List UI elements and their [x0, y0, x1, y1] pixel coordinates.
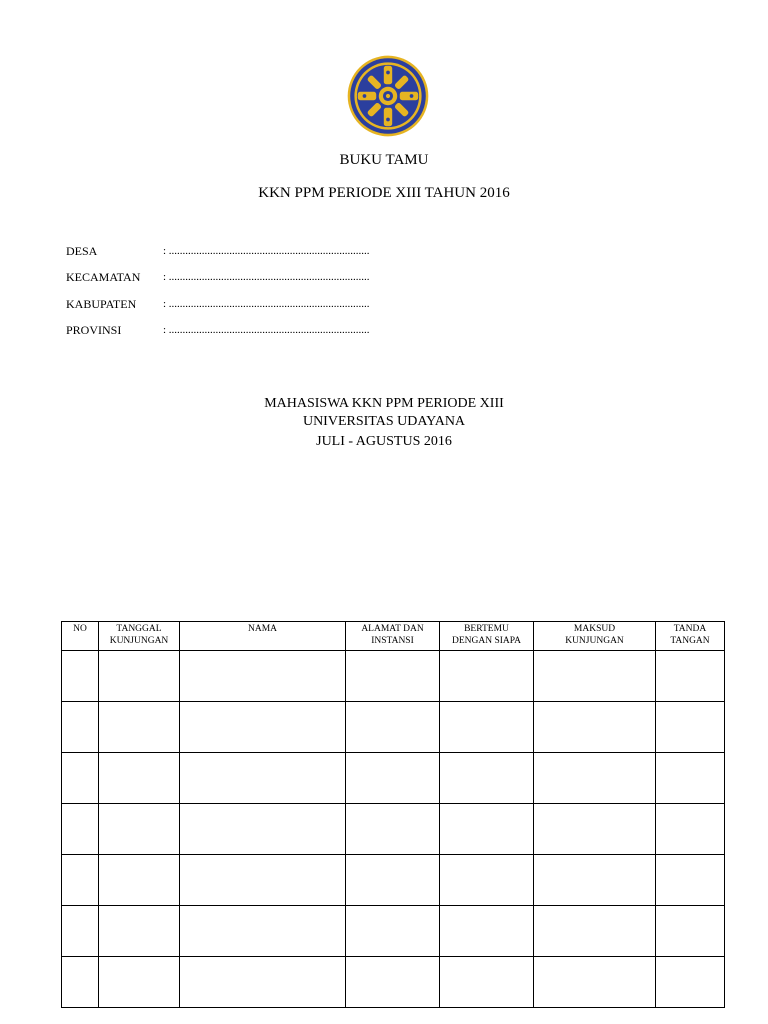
table-cell	[346, 957, 440, 1008]
table-cell	[656, 702, 725, 753]
table-cell	[346, 855, 440, 906]
table-cell	[534, 804, 656, 855]
table-cell	[534, 753, 656, 804]
table-cell	[440, 906, 534, 957]
info-label: KABUPATEN	[66, 297, 137, 311]
table-cell	[440, 804, 534, 855]
table-cell	[346, 651, 440, 702]
table-cell	[346, 753, 440, 804]
table-cell	[62, 651, 99, 702]
table-row	[62, 855, 725, 906]
university-line: UNIVERSITAS UDAYANA	[302, 414, 466, 429]
info-label: KECAMATAN	[66, 270, 141, 284]
table-cell	[99, 957, 180, 1008]
table-row	[62, 957, 725, 1008]
table-cell	[62, 753, 99, 804]
table-cell	[656, 957, 725, 1008]
university-emblem-logo	[346, 54, 430, 138]
table-cell	[656, 855, 725, 906]
table-row	[62, 753, 725, 804]
info-label: PROVINSI	[66, 323, 122, 337]
table-cell	[180, 702, 346, 753]
table-cell	[62, 957, 99, 1008]
table-cell	[534, 957, 656, 1008]
table-cell	[346, 906, 440, 957]
table-cell	[62, 906, 99, 957]
table-cell	[346, 702, 440, 753]
table-cell	[99, 702, 180, 753]
table-cell	[180, 906, 346, 957]
table-cell	[62, 855, 99, 906]
guest-book-table	[61, 621, 725, 1008]
column-header-maksud: MAKSUD KUNJUNGAN	[534, 622, 656, 651]
table-cell	[656, 753, 725, 804]
table-cell	[440, 753, 534, 804]
info-label: DESA	[66, 244, 98, 258]
info-fill-line: : .........................................................................	[163, 324, 370, 336]
period-line: JULI - AGUSTUS 2016	[316, 434, 452, 449]
table-row	[62, 906, 725, 957]
table-cell	[534, 855, 656, 906]
table-cell	[656, 906, 725, 957]
column-header-tanda-tangan: TANDA TANGAN	[656, 622, 725, 651]
table-cell	[180, 651, 346, 702]
table-header-row	[62, 622, 725, 651]
table-body	[62, 651, 725, 1008]
table-row	[62, 651, 725, 702]
table-cell	[180, 804, 346, 855]
table-cell	[440, 957, 534, 1008]
table-cell	[534, 906, 656, 957]
table-cell	[62, 804, 99, 855]
column-header-alamat: ALAMAT DAN INSTANSI	[346, 622, 440, 651]
table-cell	[180, 957, 346, 1008]
table-cell	[99, 855, 180, 906]
document-title: BUKU TAMU	[339, 152, 429, 168]
info-fill-line: : .........................................................................	[163, 245, 370, 257]
info-fill-line: : .........................................................................	[163, 271, 370, 283]
column-header-bertemu: BERTEMU DENGAN SIAPA	[440, 622, 534, 651]
table-cell	[99, 753, 180, 804]
table-cell	[440, 855, 534, 906]
table-row	[62, 804, 725, 855]
table-cell	[99, 804, 180, 855]
table-cell	[534, 702, 656, 753]
table-row	[62, 702, 725, 753]
column-header-nama: NAMA	[180, 622, 346, 651]
table-cell	[656, 651, 725, 702]
info-fill-line: : .........................................................................	[163, 298, 370, 310]
table-cell	[346, 804, 440, 855]
table-cell	[534, 651, 656, 702]
table-cell	[440, 651, 534, 702]
column-header-tanggal: TANGGAL KUNJUNGAN	[99, 622, 180, 651]
document-subtitle: KKN PPM PERIODE XIII TAHUN 2016	[258, 185, 510, 201]
table-cell	[180, 753, 346, 804]
table-cell	[62, 702, 99, 753]
table-cell	[99, 651, 180, 702]
table-cell	[656, 804, 725, 855]
table-cell	[440, 702, 534, 753]
table-cell	[99, 906, 180, 957]
table-cell	[180, 855, 346, 906]
program-line: MAHASISWA KKN PPM PERIODE XIII	[264, 396, 504, 411]
column-header-no: NO	[62, 622, 99, 651]
